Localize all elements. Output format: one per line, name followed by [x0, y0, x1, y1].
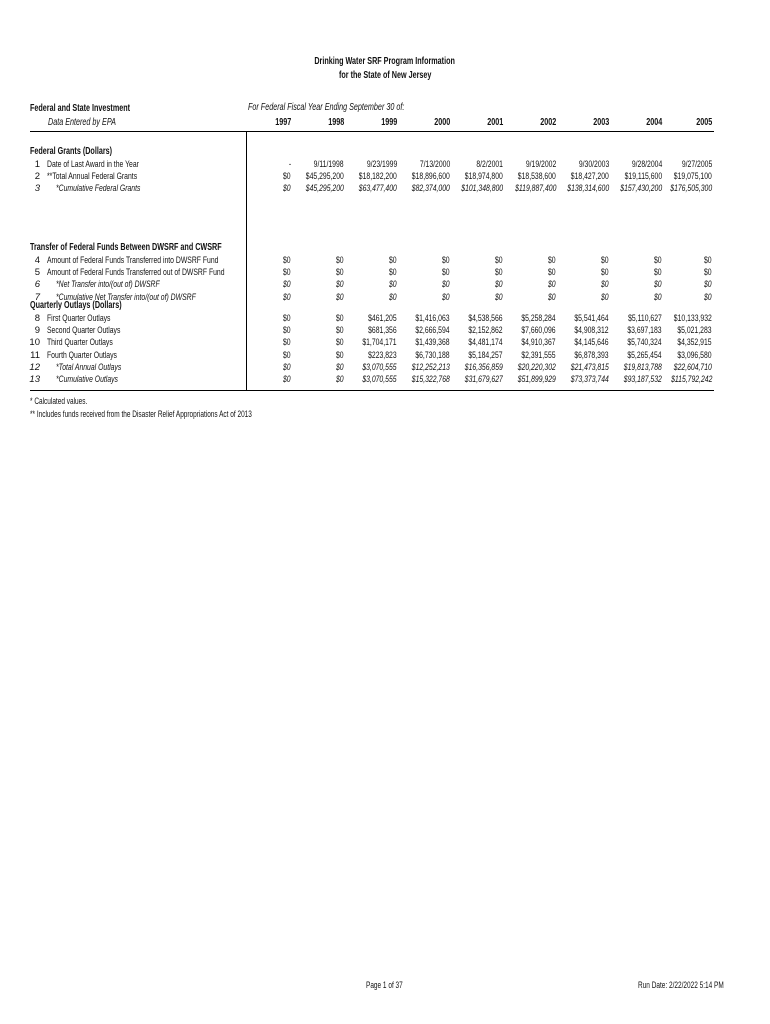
table-cell: $0	[704, 267, 712, 279]
table-cell: $157,430,200	[620, 183, 662, 195]
table-cell: $16,356,859	[464, 361, 503, 373]
table-cell: $3,070,555	[362, 374, 397, 385]
table-cell: $0	[548, 291, 556, 303]
table-cell: $63,477,400	[358, 183, 397, 195]
table-cell: $461,205	[368, 313, 397, 324]
table-cell: $15,322,768	[411, 374, 450, 385]
table-cell: $0	[704, 279, 712, 291]
table-cell: $0	[283, 183, 291, 195]
year-header-2001: 2001	[486, 117, 503, 128]
row-number: 12	[29, 361, 40, 373]
row-number: 8	[34, 313, 40, 324]
table-cell: $0	[704, 291, 712, 303]
table-cell: $18,896,600	[411, 171, 450, 183]
year-header-2004: 2004	[645, 117, 662, 128]
table-cell: $0	[495, 279, 503, 291]
table-cell: $7,660,096	[521, 325, 556, 337]
row-number: 13	[29, 374, 40, 385]
row-number: 7	[34, 291, 40, 303]
row-label: Amount of Federal Funds Transferred into DWSRF Fund	[47, 255, 219, 266]
section-title: Transfer of Federal Funds Between DWSRF and CWSRF	[30, 242, 222, 253]
table-cell: $5,184,257	[468, 349, 503, 361]
year-header-2003: 2003	[592, 117, 609, 128]
row-label: Amount of Federal Funds Transferred out of DWSRF Fund	[47, 267, 225, 279]
table-cell: $0	[283, 255, 291, 266]
table-cell: $223,823	[368, 349, 397, 361]
page-number: Page 1 of 37	[366, 980, 403, 990]
table-cell: $0	[548, 279, 556, 291]
table-cell: $0	[495, 255, 503, 266]
table-cell: $5,541,464	[574, 313, 609, 324]
table-bottom-rule	[30, 390, 714, 391]
table-cell: $3,070,555	[362, 361, 397, 373]
table-cell: $176,505,300	[670, 183, 712, 195]
table-cell: $0	[654, 255, 662, 266]
table-cell: $0	[336, 337, 344, 349]
table-cell: $3,096,580	[677, 349, 712, 361]
year-header-2005: 2005	[695, 117, 712, 128]
table-cell: 9/27/2005	[681, 159, 712, 170]
table-cell: $4,352,915	[677, 337, 712, 349]
table-cell: $4,908,312	[574, 325, 609, 337]
table-cell: $0	[336, 374, 344, 385]
table-cell: $6,878,393	[574, 349, 609, 361]
table-cell: $0	[389, 291, 397, 303]
table-cell: $0	[389, 279, 397, 291]
table-cell: 9/19/2002	[525, 159, 556, 170]
table-cell: $4,481,174	[468, 337, 503, 349]
table-cell: $0	[389, 267, 397, 279]
table-cell: $45,295,200	[305, 171, 344, 183]
table-cell: $0	[336, 291, 344, 303]
table-cell: $2,391,555	[521, 349, 556, 361]
row-number: 1	[34, 159, 40, 170]
row-number: 9	[34, 325, 40, 337]
table-cell: $18,974,800	[464, 171, 503, 183]
table-cell: $0	[704, 255, 712, 266]
row-label: *Net Transfer into/(out of) DWSRF	[56, 279, 160, 291]
table-cell: $0	[495, 291, 503, 303]
header-investment-label: Federal and State Investment	[30, 103, 131, 114]
table-cell: $51,899,929	[517, 374, 556, 385]
table-cell: $0	[336, 313, 344, 324]
table-cell: $3,697,183	[627, 325, 662, 337]
table-cell: $0	[601, 255, 609, 266]
table-cell: $115,792,242	[670, 374, 712, 385]
table-cell: $4,538,566	[468, 313, 503, 324]
table-cell: $18,182,200	[358, 171, 397, 183]
table-cell: $5,258,284	[521, 313, 556, 324]
table-cell: $0	[283, 374, 291, 385]
table-cell: $0	[336, 349, 344, 361]
row-number: 6	[34, 279, 40, 291]
table-cell: -	[288, 159, 291, 170]
row-number: 11	[30, 349, 40, 361]
table-cell: $0	[283, 313, 291, 324]
table-cell: $0	[336, 255, 344, 266]
table-cell: $0	[283, 171, 291, 183]
table-cell: $0	[283, 325, 291, 337]
row-label: Fourth Quarter Outlays	[47, 349, 117, 361]
table-cell: $0	[336, 279, 344, 291]
table-cell: 9/30/2003	[578, 159, 609, 170]
table-cell: $0	[495, 267, 503, 279]
year-header-1998: 1998	[327, 117, 344, 128]
table-cell: $0	[442, 291, 450, 303]
table-cell: $0	[283, 361, 291, 373]
table-cell: $0	[601, 267, 609, 279]
footnote-calculated: * Calculated values.	[30, 396, 88, 406]
row-number: 2	[34, 171, 40, 183]
table-cell: $10,133,932	[673, 313, 712, 324]
table-cell: $1,416,063	[415, 313, 450, 324]
table-cell: $20,220,302	[517, 361, 556, 373]
report-subtitle: for the State of New Jersey	[338, 70, 432, 81]
table-cell: $5,021,283	[677, 325, 712, 337]
table-cell: 9/23/1999	[366, 159, 397, 170]
row-label: First Quarter Outlays	[47, 313, 111, 324]
row-label: *Total Annual Outlays	[56, 361, 122, 373]
table-cell: $0	[654, 267, 662, 279]
footnote-disaster-relief: ** Includes funds received from the Disaster Relief Appropriations Act of 2013	[30, 409, 252, 419]
table-cell: $4,910,367	[521, 337, 556, 349]
table-cell: $1,439,368	[415, 337, 450, 349]
row-number: 3	[34, 183, 40, 195]
table-cell: $0	[601, 291, 609, 303]
section-title: Quarterly Outlays (Dollars)	[30, 300, 122, 311]
row-label: Third Quarter Outlays	[47, 337, 113, 349]
year-header-1999: 1999	[380, 117, 397, 128]
table-cell: $82,374,000	[411, 183, 450, 195]
table-cell: $0	[389, 255, 397, 266]
table-cell: $0	[548, 255, 556, 266]
table-cell: $22,604,710	[673, 361, 712, 373]
row-label: *Cumulative Net Transfer into/(out of) DWSRF	[56, 291, 196, 303]
table-cell: $73,373,744	[570, 374, 609, 385]
table-cell: $21,473,815	[570, 361, 609, 373]
row-number: 4	[34, 255, 40, 266]
table-cell: $5,740,324	[627, 337, 662, 349]
table-cell: $0	[442, 267, 450, 279]
row-number: 5	[34, 267, 40, 279]
fiscal-year-note: For Federal Fiscal Year Ending September 30 of:	[248, 102, 405, 113]
table-cell: $19,115,600	[624, 171, 662, 183]
row-number: 10	[29, 337, 40, 349]
year-header-2000: 2000	[433, 117, 450, 128]
header-data-entered-label: Data Entered by EPA	[48, 117, 116, 128]
table-cell: $0	[601, 279, 609, 291]
table-cell: $0	[336, 267, 344, 279]
table-cell: $12,252,213	[411, 361, 450, 373]
table-cell: $138,314,600	[567, 183, 609, 195]
table-cell: 9/11/1998	[314, 159, 344, 170]
run-date: Run Date: 2/22/2022 5:14 PM	[638, 980, 724, 990]
table-cell: $93,187,532	[623, 374, 662, 385]
header-rule	[30, 131, 714, 132]
table-cell: $0	[283, 267, 291, 279]
table-cell: $0	[336, 361, 344, 373]
table-cell: 8/2/2001	[476, 159, 503, 170]
table-cell: $6,730,188	[415, 349, 450, 361]
table-cell: $5,265,454	[627, 349, 662, 361]
table-cell: $4,145,646	[574, 337, 609, 349]
table-cell: $101,348,800	[461, 183, 503, 195]
year-header-1997: 1997	[274, 117, 291, 128]
table-cell: $2,666,594	[415, 325, 450, 337]
table-cell: $31,679,627	[464, 374, 503, 385]
table-cell: $19,075,100	[673, 171, 712, 183]
report-title: Drinking Water SRF Program Information	[314, 56, 456, 67]
table-cell: $0	[283, 337, 291, 349]
table-cell: $5,110,627	[628, 313, 662, 324]
row-label: Second Quarter Outlays	[47, 325, 121, 337]
row-label: Date of Last Award in the Year	[47, 159, 139, 170]
year-header-2002: 2002	[539, 117, 556, 128]
table-cell: $19,813,788	[623, 361, 662, 373]
table-cell: $1,704,171	[362, 337, 397, 349]
row-label: *Cumulative Federal Grants	[56, 183, 141, 195]
table-cell: $119,887,400	[514, 183, 556, 195]
table-cell: $0	[654, 279, 662, 291]
table-cell: $681,356	[368, 325, 397, 337]
table-cell: 9/28/2004	[631, 159, 662, 170]
table-cell: $0	[548, 267, 556, 279]
table-cell: 7/13/2000	[419, 159, 450, 170]
table-cell: $0	[283, 291, 291, 303]
table-cell: $0	[442, 255, 450, 266]
table-cell: $0	[283, 279, 291, 291]
section-title: Federal Grants (Dollars)	[30, 146, 113, 157]
table-cell: $0	[336, 325, 344, 337]
table-cell: $45,295,200	[305, 183, 344, 195]
table-cell: $0	[654, 291, 662, 303]
table-cell: $0	[283, 349, 291, 361]
table-cell: $18,427,200	[570, 171, 609, 183]
table-cell: $18,538,600	[517, 171, 556, 183]
row-label: **Total Annual Federal Grants	[47, 171, 138, 183]
table-cell: $0	[442, 279, 450, 291]
row-label: *Cumulative Outlays	[56, 374, 118, 385]
table-cell: $2,152,862	[468, 325, 503, 337]
